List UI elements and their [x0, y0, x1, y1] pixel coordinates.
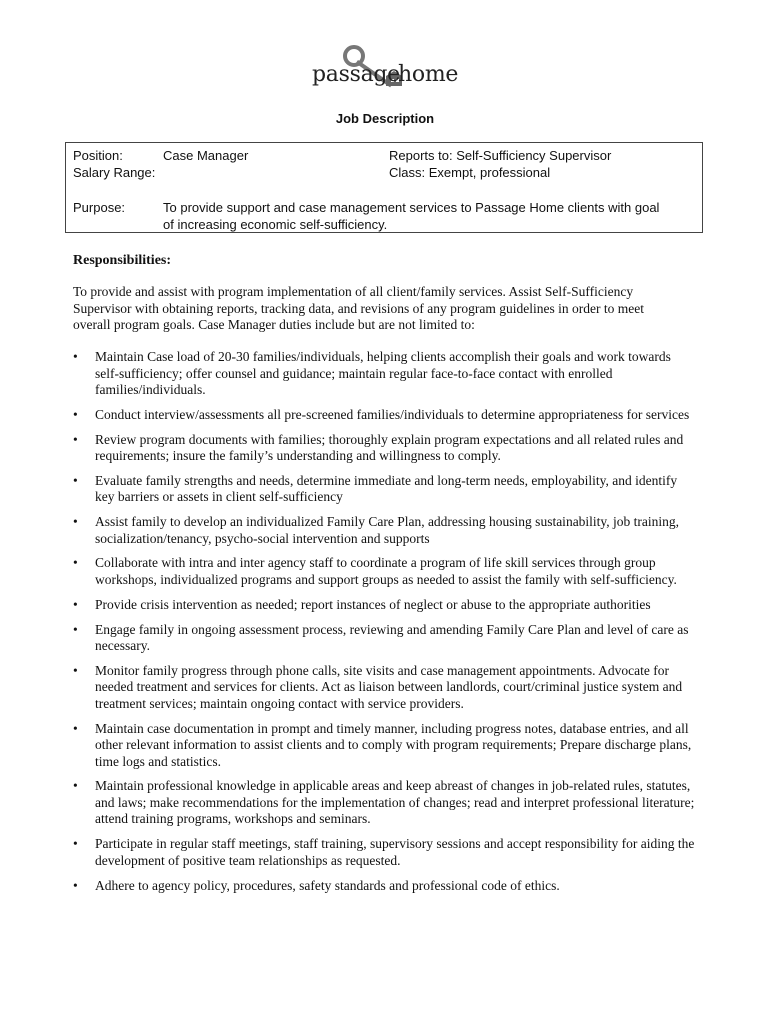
job-info-box — [65, 142, 703, 233]
bullet-icon: • — [73, 406, 78, 422]
purpose-value: To provide support and case management services to Passage Home clients with goal of increasing economic self-sufficiency. — [163, 200, 660, 232]
bullet-icon: • — [73, 596, 78, 612]
intro-paragraph: To provide and assist with program implementation of all client/family services. Assist Self-Sufficiency Supervisor with obtaining reports, tracking data, and revisions of any program guidelines in order to meet overall program goals. Case Manager duties include but are not limited to: — [73, 284, 644, 332]
list-item-text: Review program documents with families; thoroughly explain program expectations and all related rules and requirements; insure the family’s understanding and willingness to comply. — [95, 431, 684, 464]
logo-text-passage: passage — [312, 62, 400, 87]
list-item-text: Provide crisis intervention as needed; report instances of neglect or abuse to the appropriate authorities — [95, 596, 651, 612]
document-title: Job Description — [335, 111, 435, 126]
bullet-icon: • — [73, 621, 78, 637]
list-item — [73, 349, 698, 399]
passage-home-logo — [308, 42, 468, 102]
bullet-icon: • — [73, 555, 78, 571]
bullet-icon: • — [73, 349, 78, 364]
reports-to: Reports to: Self-Sufficiency Supervisor — [389, 148, 612, 163]
bullet-icon: • — [73, 514, 78, 530]
list-item — [73, 721, 698, 771]
list-item-text: Adhere to agency policy, procedures, safety standards and professional code of ethics. — [95, 877, 560, 893]
list-item — [73, 514, 698, 547]
list-item-text: Conduct interview/assessments all pre-screened families/individuals to determine appropriateness for services — [95, 406, 690, 422]
list-item-text: Assist family to develop an individualized Family Care Plan, addressing housing sustainability, job training, socialization/tenancy, psycho-social intervention and supports — [95, 514, 680, 546]
list-item-text: Maintain case documentation in prompt and timely manner, including progress notes, database entries, and all other relevant information to assist clients and to comply with program requirements; Prepare discharge plans, time logs and statistics. — [95, 720, 692, 769]
class-value: Class: Exempt, professional — [389, 165, 551, 180]
list-item — [73, 622, 698, 655]
position-label: Position: — [73, 148, 123, 163]
list-item-text: Evaluate family strengths and needs, determine immediate and long-term needs, employability, and identify key barriers or assets in client self-sufficiency — [95, 472, 678, 505]
bullet-icon: • — [73, 720, 78, 736]
list-item — [73, 663, 698, 713]
list-item — [73, 597, 698, 614]
list-item-text: Maintain professional knowledge in applicable areas and keep abreast of changes in job-related rules, statutes, and laws; make recommendations for the implementation of changes; read and interpret professional literature; attend training programs, workshops and seminars. — [95, 778, 695, 827]
bullet-icon: • — [73, 472, 78, 488]
list-item — [73, 432, 698, 465]
list-item-text: Collaborate with intra and inter agency staff to coordinate a program of life skill services through group workshops, individualized programs and support groups as needed to assist the family with self-sufficiency. — [95, 555, 677, 587]
list-item — [73, 878, 698, 895]
bullet-icon: • — [73, 836, 78, 852]
list-item — [73, 473, 698, 506]
list-item-text: Engage family in ongoing assessment process, reviewing and amending Family Care Plan and level of care as necessary. — [95, 621, 689, 654]
logo-text-home: home — [398, 62, 459, 87]
bullet-icon: • — [73, 662, 78, 678]
list-item — [73, 778, 698, 828]
bullet-icon: • — [73, 877, 78, 893]
list-item — [73, 555, 698, 588]
responsibilities-heading: Responsibilities: — [73, 253, 172, 268]
bullet-icon: • — [73, 778, 78, 794]
purpose-label: Purpose: — [73, 200, 126, 215]
list-item-text: Maintain Case load of 20-30 families/individuals, helping clients accomplish their goals and work towards self-sufficiency; offer counsel and guidance; maintain regular face-to-face contact with enrolled families/individuals. — [95, 349, 671, 397]
position-value: Case Manager — [163, 148, 249, 163]
list-item — [73, 407, 698, 424]
bullet-icon: • — [73, 431, 78, 447]
list-item-text: Monitor family progress through phone calls, site visits and case management appointments. Advocate for needed treatment and services for clients. Act as liaison between landlords, court/criminal justice system and treatment services; maintain ongoing contact with service providers. — [95, 662, 683, 711]
responsibilities-list — [73, 349, 698, 902]
list-item — [73, 836, 698, 869]
list-item-text: Participate in regular staff meetings, staff training, supervisory sessions and accept responsibility for aiding the development of positive team relationships as requested. — [95, 836, 695, 868]
salary-range-label: Salary Range: — [73, 165, 156, 180]
